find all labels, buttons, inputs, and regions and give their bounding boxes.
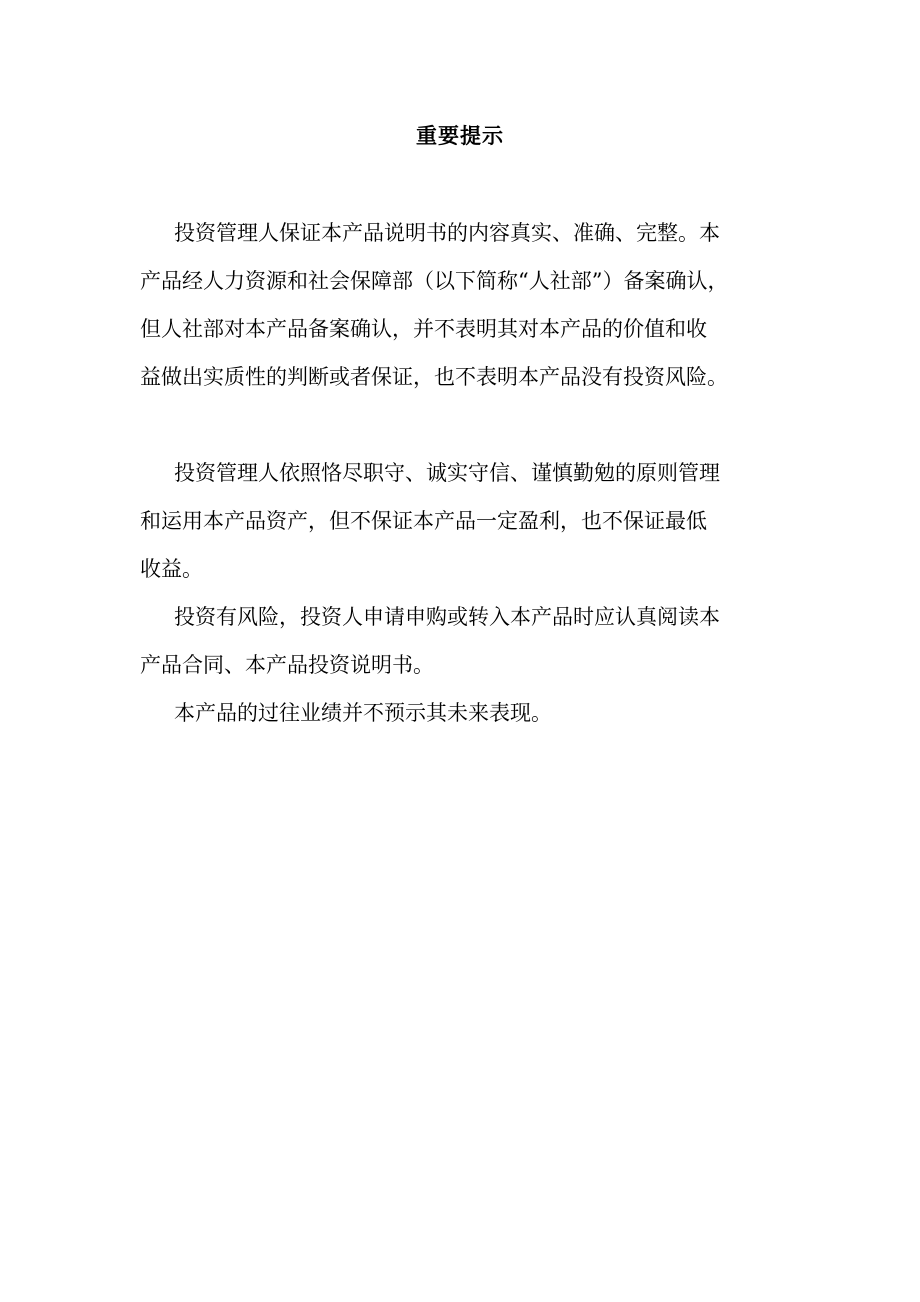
paragraph-line: 产品合同、本产品投资说明书。 [140,653,434,677]
paragraph-line: 但人社部对本产品备案确认，并不表明其对本产品的价值和收 [140,317,707,341]
paragraph-line: 产品经人力资源和社会保障部（以下简称“人社部”）备案确认， [140,269,729,293]
paragraph-guarantee [140,209,790,401]
paragraph-management [140,449,790,593]
paragraph-performance [140,689,790,737]
paragraph-line: 益做出实质性的判断或者保证，也不表明本产品没有投资风险。 [140,365,728,389]
paragraph-line: 本产品的过往业绩并不预示其未来表现。 [174,701,552,725]
paragraph-line: 投资有风险，投资人申请申购或转入本产品时应认真阅读本 [174,605,720,629]
paragraph-line: 和运用本产品资产，但不保证本产品一定盈利，也不保证最低 [140,509,707,533]
paragraph-line: 投资管理人依照恪尽职守、诚实守信、谨慎勤勉的原则管理 [174,461,720,485]
page-title: 重要提示 [416,123,504,148]
paragraph-line: 投资管理人保证本产品说明书的内容真实、准确、完整。本 [174,221,720,245]
paragraph-line: 收益。 [140,557,203,581]
paragraph-risk [140,593,790,689]
